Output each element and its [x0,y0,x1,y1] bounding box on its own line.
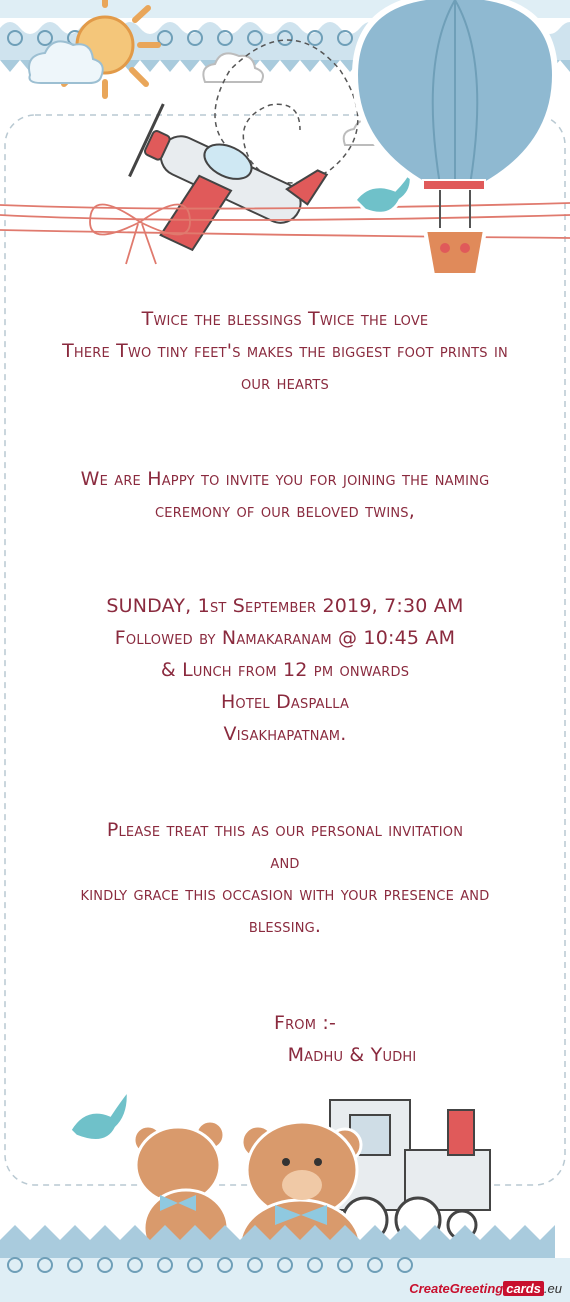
request-line: Please treat this as our personal invitation [106,819,464,841]
invite-line: ceremony of our beloved twins, [155,500,415,522]
event-venue-line: Hotel Daspalla [220,691,350,713]
event-ceremony-line: Followed by Namakaranam @ 10:45 AM [114,627,456,649]
event-city-line: Visakhapatnam. [223,723,347,745]
blessing-line: Twice the blessings Twice the love [141,308,429,330]
event-date-line: SUNDAY, 1st September 2019, 7:30 AM [106,595,464,617]
blessing-line: our hearts [241,372,329,394]
from-names: Madhu & Yudhi [287,1044,417,1066]
bird-icon [70,1090,128,1141]
invite-line: We are Happy to invite you for joining the naming [80,468,490,490]
watermark-part: CreateGreeting [409,1281,504,1296]
hot-air-balloon-icon [355,0,555,275]
airplane-icon [113,99,327,288]
request-line: and [270,851,300,873]
event-lunch-line: & Lunch from 12 pm onwards [160,659,410,681]
request-line: blessing. [248,915,322,937]
request-line: kindly grace this occasion with your presence and [80,883,490,905]
blessing-line: There Two tiny feet's makes the biggest foot prints in [62,340,508,362]
watermark-part: .eu [543,1281,562,1296]
watermark-logo[interactable] [409,1281,562,1296]
from-label: From :- [273,1012,337,1034]
watermark-part: cards [503,1281,544,1296]
